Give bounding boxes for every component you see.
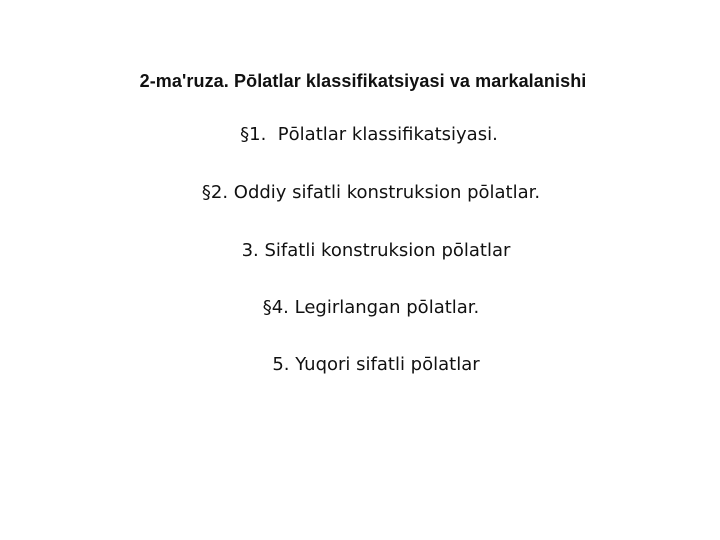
slide-title: 2-ma'ruza. Pōlatlar klassifikatsiyasi va markalanishi [139,71,587,91]
topic-item-1: §1. Pōlatlar klassifikatsiyasi. [240,124,498,145]
topic-item-4: §4. Legirlangan pōlatlar. [262,297,480,318]
topic-item-3: 3. Sifatli konstruksion pōlatlar [241,240,511,261]
topic-item-5: 5. Yuqori sifatli pōlatlar [272,354,480,375]
topic-item-2: §2. Oddiy sifatli konstruksion pōlatlar. [201,182,541,203]
